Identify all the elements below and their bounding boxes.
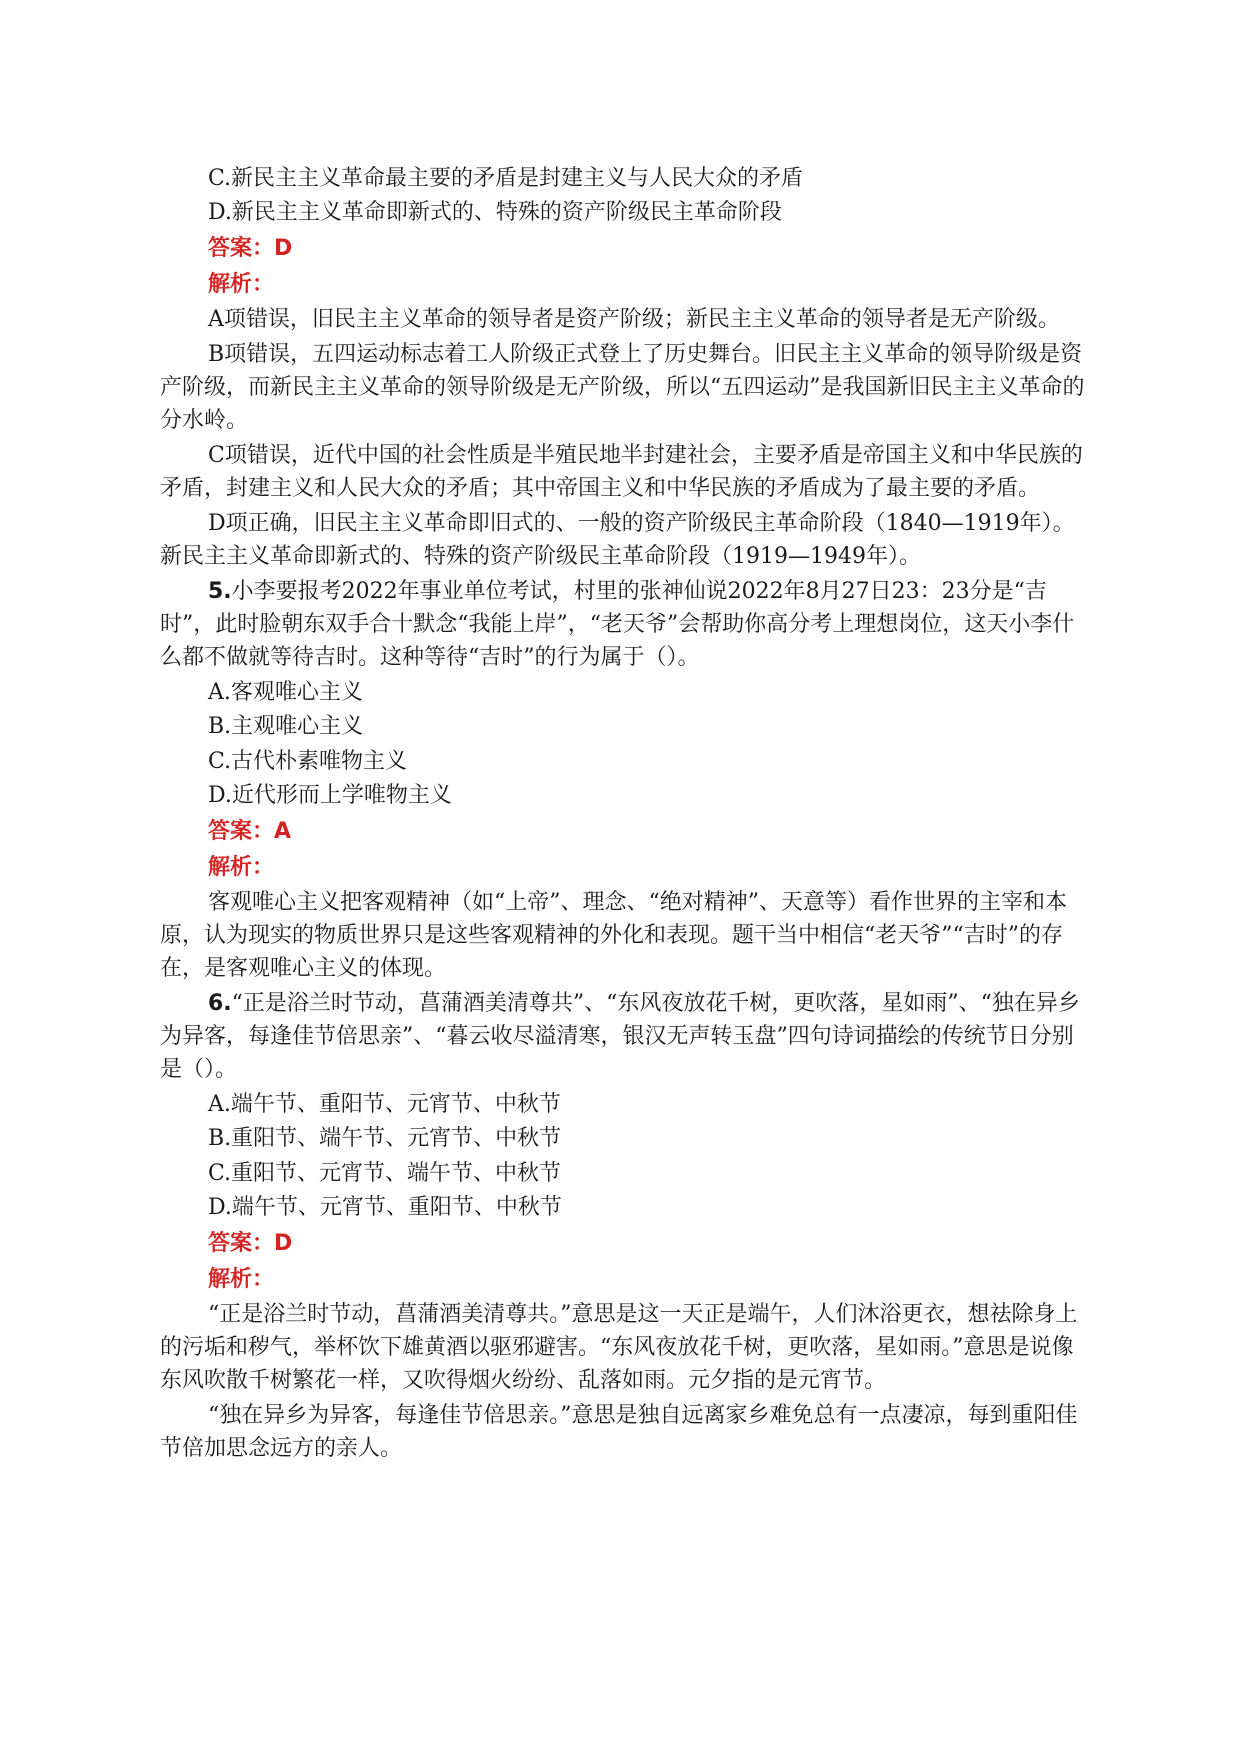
option-d: D.近代形而上学唯物主义 <box>208 783 452 808</box>
option-a: A.客观唯心主义 <box>208 679 363 705</box>
option-d: D.新民主主义革命即新式的、特殊的资产阶级民主革命阶段 <box>208 200 782 225</box>
analysis-label: 解析： <box>208 855 275 880</box>
option-a: A.端午节、重阳节、元宵节、中秋节 <box>208 1091 561 1117</box>
answer-label: 答案：D <box>208 1231 293 1256</box>
answer-label: 答案：D <box>208 236 293 261</box>
option-b: B.主观唯心主义 <box>208 714 364 739</box>
analysis-label: 解析： <box>208 1267 275 1292</box>
question-text: 小李要报考2022年事业单位考试，村里的张神仙说2022年8月27日23：23分是“吉时”，此时脸朝东双手合十默念“我能上岸”，“老天爷”会帮助你高分考上理想岗位，这天小李什么都不做就等待吉时。这种等待“吉时”的行为属于（）。 <box>160 579 1075 670</box>
option-c: C.新民主主义革命最主要的矛盾是封建主义与人民大众的矛盾 <box>208 165 804 191</box>
question-6-stem <box>160 987 1088 1086</box>
question-number: 6. <box>208 991 232 1016</box>
option-d: D.端午节、元宵节、重阳节、中秋节 <box>208 1195 562 1220</box>
analysis-paragraph: A项错误，旧民主主义革命的领导者是资产阶级；新民主主义革命的领导者是无产阶级。 <box>208 307 1060 332</box>
analysis-paragraph: “正是浴兰时节动，菖蒲酒美清尊共。”意思是这一天正是端午，人们沐浴更衣，想祛除身上的污垢和秽气，举杯饮下雄黄酒以驱邪避害。“东风夜放花千树，更吹落，星如雨。”意思是说像东风吹散千树繁花一样，又吹得烟火纷纷、乱落如雨。元夕指的是元宵节。 <box>160 1302 1078 1393</box>
analysis-paragraph: C项错误，近代中国的社会性质是半殖民地半封建社会，主要矛盾是帝国主义和中华民族的矛盾，封建主义和人民大众的矛盾；其中帝国主义和中华民族的矛盾成为了最主要的矛盾。 <box>160 443 1083 501</box>
question-5-stem <box>160 575 1088 674</box>
analysis-paragraph: B项错误，五四运动标志着工人阶级正式登上了历史舞台。旧民主主义革命的领导阶级是资产阶级，而新民主主义革命的领导阶级是无产阶级，所以“五四运动”是我国新旧民主主义革命的分水岭。 <box>160 342 1085 433</box>
option-b: B.重阳节、端午节、元宵节、中秋节 <box>208 1126 562 1151</box>
document-page <box>160 160 1088 1465</box>
answer-label: 答案：A <box>208 819 292 844</box>
analysis-paragraph: D项正确，旧民主主义革命即旧式的、一般的资产阶级民主革命阶段（1840—1919年）。新民主主义革命即新式的、特殊的资产阶级民主革命阶段（1919—1949年）。 <box>160 511 1075 569</box>
option-c: C.重阳节、元宵节、端午节、中秋节 <box>208 1160 562 1186</box>
analysis-paragraph: 客观唯心主义把客观精神（如“上帝”、理念、“绝对精神”、天意等）看作世界的主宰和本原，认为现实的物质世界只是这些客观精神的外化和表现。题干当中相信“老天爷”“吉时”的存在，是客观唯心主义的体现。 <box>160 890 1067 981</box>
analysis-label: 解析： <box>208 272 275 297</box>
analysis-paragraph: “独在异乡为异客，每逢佳节倍思亲。”意思是独自远离家乡难免总有一点凄凉，每到重阳佳节倍加思念远方的亲人。 <box>160 1403 1078 1461</box>
question-number: 5. <box>208 579 232 604</box>
option-c: C.古代朴素唯物主义 <box>208 748 408 774</box>
question-text: “正是浴兰时节动，菖蒲酒美清尊共”、“东风夜放花千树，更吹落，星如雨”、“独在异乡为异客，每逢佳节倍思亲”、“暮云收尽溢清寒，银汉无声转玉盘”四句诗词描绘的传统节日分别是（）。 <box>160 991 1080 1082</box>
